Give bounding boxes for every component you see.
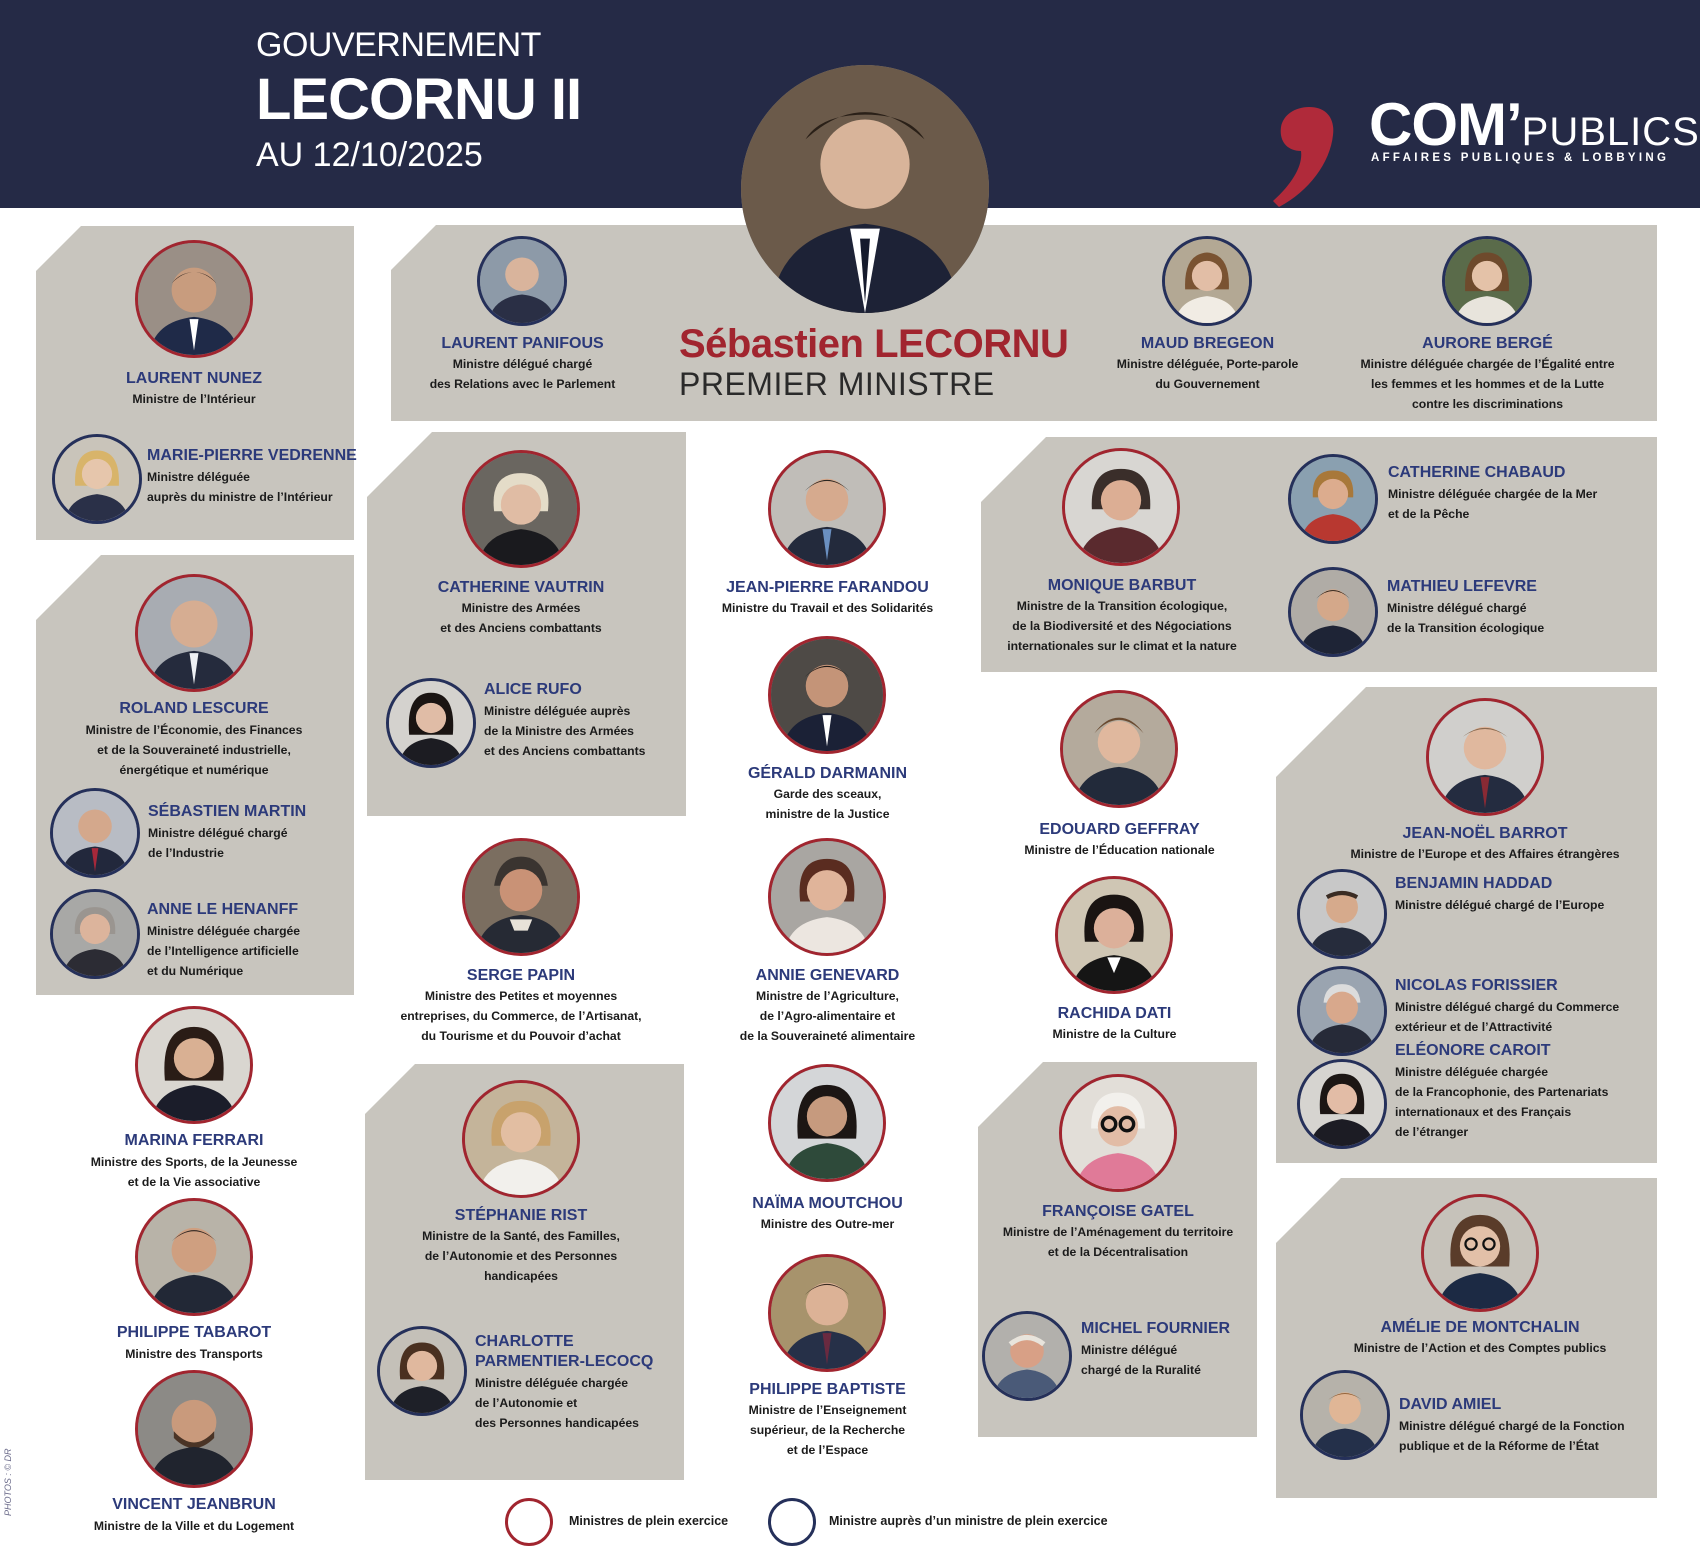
- minister-name: EDOUARD GEFFRAY: [1039, 821, 1200, 838]
- minister-card-vedrenne: [52, 434, 357, 524]
- minister-name: DAVID AMIEL: [1399, 1396, 1502, 1413]
- portrait-icon: [771, 453, 883, 565]
- minister-name: LAURENT PANIFOUS: [441, 335, 604, 352]
- minister-card-geffray: [992, 690, 1247, 860]
- minister-card-lehenanff: [50, 889, 350, 989]
- portrait-photo: [135, 1370, 253, 1488]
- minister-card-jeanbrun: [54, 1370, 334, 1540]
- portrait-photo: [1059, 1074, 1177, 1192]
- portrait-icon: [1445, 239, 1529, 323]
- minister-name: MICHEL FOURNIER: [1081, 1320, 1231, 1337]
- portrait-icon: [771, 1067, 883, 1179]
- portrait-photo: [1162, 236, 1252, 326]
- minister-card-farandou: [700, 450, 955, 630]
- minister-name: ROLAND LESCURE: [119, 700, 269, 717]
- portrait-icon: [1291, 457, 1375, 541]
- minister-card-caroit: [1297, 1039, 1657, 1149]
- minister-card-lefevre: [1288, 567, 1648, 657]
- minister-name: ELÉONORE CAROIT: [1395, 1042, 1551, 1059]
- minister-role: Ministre délégué chargé du Commerce extérieur et de l’Attractivité: [1395, 1000, 1620, 1034]
- minister-name: ANNIE GENEVARD: [755, 967, 900, 984]
- minister-name: JEAN-PIERRE FARANDOU: [726, 579, 929, 596]
- minister-role: Ministre déléguée chargée de l’Autonomie et des Personnes handicapées: [475, 1376, 639, 1430]
- minister-name: RACHIDA DATI: [1057, 1005, 1172, 1022]
- minister-card-bregeon: [1100, 236, 1315, 436]
- minister-role: Ministre déléguée chargée de la Mer et de la Pêche: [1388, 487, 1598, 521]
- minister-name: MATHIEU LEFEVRE: [1387, 578, 1537, 595]
- minister-name: VINCENT JEANBRUN: [112, 1496, 276, 1513]
- logo-tagline: AFFAIRES PUBLIQUES & LOBBYING: [1371, 152, 1670, 164]
- portrait-icon: [771, 639, 883, 751]
- minister-card-tabarot: [54, 1198, 334, 1361]
- portrait-photo: [1055, 876, 1173, 994]
- minister-role: Ministre de l’Enseignement supérieur, de la Recherche et de l’Espace: [748, 1403, 907, 1457]
- portrait-icon: [1429, 701, 1541, 813]
- minister-name: LAURENT NUNEZ: [126, 370, 262, 387]
- portrait-icon: [1065, 451, 1177, 563]
- minister-card-rufo: [386, 678, 686, 778]
- minister-role: Ministre de l’Intérieur: [132, 392, 256, 406]
- portrait-photo: [1288, 567, 1378, 657]
- minister-card-haddad: [1297, 869, 1657, 959]
- minister-card-gatel: [988, 1074, 1248, 1274]
- minister-role: Ministre déléguée auprès de la Ministre des Armées et des Anciens combattants: [484, 704, 646, 758]
- logo-com: COM: [1369, 91, 1506, 158]
- minister-name: MAUD BREGEON: [1140, 335, 1275, 352]
- portrait-icon: [741, 65, 989, 313]
- portrait-photo: [1421, 1194, 1539, 1312]
- portrait-photo: [377, 1326, 467, 1416]
- logo-apostrophe: ’: [1505, 91, 1522, 158]
- portrait-photo: [477, 236, 567, 326]
- portrait-photo: [135, 1006, 253, 1124]
- portrait-photo: [768, 838, 886, 956]
- portrait-photo: [1297, 869, 1387, 959]
- minister-role: Ministre de l’Action et des Comptes publics: [1353, 1341, 1607, 1355]
- minister-name: CHARLOTTE PARMENTIER-LECOCQ: [475, 1333, 654, 1370]
- minister-name: SERGE PAPIN: [466, 967, 576, 984]
- portrait-icon: [465, 841, 577, 953]
- portrait-icon: [138, 1373, 250, 1485]
- minister-name: GÉRALD DARMANIN: [747, 765, 908, 782]
- portrait-photo: [982, 1311, 1072, 1401]
- portrait-icon: [1303, 1373, 1387, 1457]
- portrait-photo: [1060, 690, 1178, 808]
- minister-name: SÉBASTIEN MARTIN: [148, 803, 307, 820]
- portrait-photo: [462, 450, 580, 568]
- portrait-photo: [1442, 236, 1532, 326]
- minister-card-parmentier: [377, 1326, 677, 1446]
- legend-ring-full: [505, 1498, 553, 1546]
- minister-role: Ministre de l’Économie, des Finances et de la Souveraineté industrielle, énergétique et numérique: [85, 723, 303, 777]
- portrait-icon: [1300, 1062, 1384, 1146]
- minister-name: ALICE RUFO: [484, 681, 582, 698]
- minister-name: NAÏMA MOUTCHOU: [752, 1195, 903, 1212]
- portrait-icon: [138, 243, 250, 355]
- pm-title: PREMIER MINISTRE: [679, 366, 995, 402]
- portrait-icon: [1062, 1077, 1174, 1189]
- minister-card-genevard: [700, 838, 955, 1048]
- minister-role: Garde des sceaux, ministre de la Justice: [765, 787, 890, 821]
- portrait-photo: [768, 1254, 886, 1372]
- minister-card-lescure: [54, 574, 334, 784]
- minister-role: Ministre déléguée chargée de l’Égalité entre les femmes et les hommes et de la Lutte contre les discriminations: [1360, 357, 1615, 411]
- minister-name: BENJAMIN HADDAD: [1395, 875, 1553, 892]
- minister-role: Ministre délégué chargé de la Fonction publique et de la Réforme de l’État: [1399, 1419, 1625, 1453]
- minister-card-dati: [992, 876, 1237, 1046]
- minister-card-ferrari: [54, 1006, 334, 1196]
- minister-role: Ministre de la Culture: [1052, 1027, 1177, 1041]
- portrait-photo: [1300, 1370, 1390, 1460]
- minister-name: MARINA FERRARI: [124, 1132, 264, 1149]
- minister-name: ANNE LE HENANFF: [147, 901, 299, 918]
- minister-card-moutchou: [700, 1064, 955, 1234]
- portrait-icon: [389, 681, 473, 765]
- legend-label-deleg: Ministre auprès d’un ministre de plein exercice: [829, 1514, 1108, 1528]
- minister-role: Ministre des Armées et des Anciens combattants: [440, 601, 602, 635]
- minister-name: CATHERINE CHABAUD: [1388, 464, 1566, 481]
- portrait-icon: [53, 791, 137, 875]
- minister-role: Ministre des Petites et moyennes entreprises, du Commerce, de l’Artisanat, du Tourisme et du Pouvoir d’achat: [400, 989, 642, 1043]
- minister-name: MARIE-PIERRE VEDRENNE: [147, 447, 357, 464]
- legend-label-full: Ministres de plein exercice: [569, 1514, 729, 1528]
- portrait-icon: [465, 1083, 577, 1195]
- portrait-icon: [1165, 239, 1249, 323]
- minister-name: CATHERINE VAUTRIN: [437, 579, 605, 596]
- portrait-icon: [465, 453, 577, 565]
- minister-role: Ministre des Sports, de la Jeunesse et de la Vie associative: [90, 1155, 298, 1189]
- minister-role: Ministre déléguée auprès du ministre de l’Intérieur: [147, 470, 333, 504]
- header-date: AU 12/10/2025: [256, 136, 483, 174]
- minister-card-rist: [381, 1080, 661, 1290]
- portrait-icon: [1058, 879, 1170, 991]
- minister-card-nunez: [54, 240, 334, 410]
- portrait-icon: [480, 239, 564, 323]
- minister-card-fournier: [982, 1311, 1262, 1411]
- minister-name: FRANÇOISE GATEL: [1042, 1203, 1194, 1220]
- minister-name: AURORE BERGÉ: [1422, 335, 1553, 352]
- pm-name: Sébastien LECORNU: [679, 322, 1069, 366]
- portrait-icon: [771, 841, 883, 953]
- portrait-photo: [135, 1198, 253, 1316]
- minister-name: STÉPHANIE RIST: [454, 1207, 588, 1224]
- minister-role: Ministre délégué chargé de l’Industrie: [148, 826, 288, 860]
- minister-role: Ministre du Travail et des Solidarités: [721, 601, 934, 615]
- minister-card-montchalin: [1290, 1194, 1670, 1364]
- minister-name: PHILIPPE TABAROT: [116, 1324, 272, 1341]
- header-title-line1: GOUVERNEMENT: [256, 26, 541, 64]
- pm-photo: [741, 65, 989, 313]
- portrait-photo: [1297, 1059, 1387, 1149]
- portrait-icon: [1424, 1197, 1536, 1309]
- portrait-icon: [138, 1009, 250, 1121]
- minister-card-martin: [50, 788, 350, 878]
- minister-role: Ministre délégué chargé de la Ruralité: [1081, 1343, 1201, 1377]
- portrait-photo: [1426, 698, 1544, 816]
- minister-role: Ministre de la Transition écologique, de la Biodiversité et des Négociations internationales sur le climat et la nature: [1007, 599, 1237, 653]
- portrait-photo: [768, 1064, 886, 1182]
- minister-role: Ministre déléguée chargée de la Francophonie, des Partenariats internationaux et des Français de l’étranger: [1395, 1065, 1609, 1139]
- portrait-icon: [138, 1201, 250, 1313]
- portrait-photo: [768, 450, 886, 568]
- minister-card-amiel: [1300, 1370, 1660, 1460]
- portrait-photo: [50, 788, 140, 878]
- minister-role: Ministre déléguée, Porte-parole du Gouvernement: [1116, 357, 1299, 391]
- portrait-photo: [52, 434, 142, 524]
- minister-role: Ministre délégué chargé des Relations avec le Parlement: [429, 357, 616, 391]
- minister-card-barrot: [1290, 698, 1680, 868]
- portrait-photo: [135, 240, 253, 358]
- minister-role: Ministre de l’Éducation nationale: [1024, 843, 1215, 857]
- minister-name: MONIQUE BARBUT: [1047, 577, 1197, 594]
- portrait-icon: [138, 577, 250, 689]
- portrait-photo: [50, 889, 140, 979]
- portrait-icon: [380, 1329, 464, 1413]
- minister-role: Ministre de l’Europe et des Affaires étrangères: [1350, 847, 1620, 861]
- minister-card-barbut: [992, 448, 1252, 668]
- portrait-icon: [985, 1314, 1069, 1398]
- legend-ring-deleg: [768, 1498, 816, 1546]
- portrait-icon: [1291, 570, 1375, 654]
- minister-role: Ministre délégué chargé de l’Europe: [1395, 898, 1605, 912]
- minister-role: Ministre de l’Agriculture, de l’Agro-alimentaire et de la Souveraineté alimentaire: [739, 989, 916, 1043]
- header-title-main: LECORNU II: [256, 67, 582, 132]
- minister-name: PHILIPPE BAPTISTE: [749, 1381, 906, 1398]
- portrait-icon: [55, 437, 139, 521]
- minister-name: JEAN-NOËL BARROT: [1402, 825, 1568, 842]
- minister-card-vautrin: [381, 450, 661, 640]
- portrait-photo: [462, 838, 580, 956]
- minister-card-chabaud: [1288, 454, 1648, 544]
- portrait-photo: [386, 678, 476, 768]
- compublics-logo: [1265, 91, 1700, 207]
- portrait-icon: [771, 1257, 883, 1369]
- portrait-photo: [1062, 448, 1180, 566]
- minister-card-darmanin: [700, 636, 955, 826]
- logo-publics: PUBLICS: [1521, 110, 1700, 154]
- portrait-photo: [135, 574, 253, 692]
- minister-role: Ministre de la Ville et du Logement: [93, 1519, 295, 1533]
- minister-card-panifous: [405, 236, 640, 436]
- minister-name: NICOLAS FORISSIER: [1395, 977, 1558, 994]
- minister-name: AMÉLIE DE MONTCHALIN: [1380, 1319, 1580, 1336]
- minister-role: Ministre déléguée chargée de l’Intelligence artificielle et du Numérique: [147, 924, 301, 978]
- minister-card-papin: [381, 838, 661, 1048]
- minister-role: Ministre de l’Aménagement du territoire et de la Décentralisation: [1002, 1225, 1234, 1259]
- portrait-icon: [1300, 872, 1384, 956]
- minister-role: Ministre des Outre-mer: [760, 1217, 895, 1231]
- portrait-icon: [1063, 693, 1175, 805]
- portrait-icon: [53, 892, 137, 976]
- portrait-photo: [462, 1080, 580, 1198]
- photo-credit: PHOTOS : © DR: [3, 1448, 13, 1516]
- comma-logo-icon: [1265, 105, 1335, 207]
- minister-role: Ministre délégué chargé de la Transition écologique: [1387, 601, 1545, 635]
- portrait-photo: [1288, 454, 1378, 544]
- minister-role: Ministre de la Santé, des Familles, de l’Autonomie et des Personnes handicapées: [422, 1229, 620, 1283]
- portrait-photo: [768, 636, 886, 754]
- minister-role: Ministre des Transports: [125, 1347, 263, 1361]
- minister-card-berge: [1340, 236, 1635, 436]
- minister-card-baptiste: [700, 1254, 955, 1464]
